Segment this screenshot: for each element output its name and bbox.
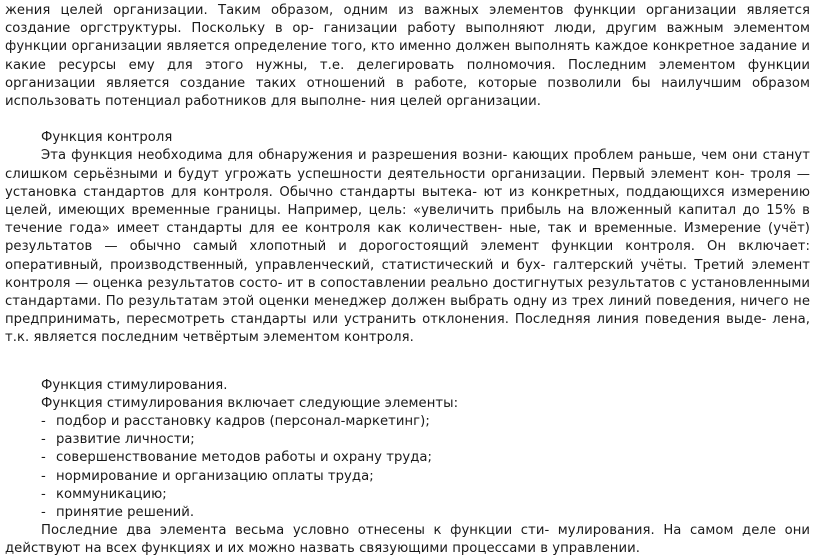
paragraph-control: Эта функция необходима для обнаружения и разрешения возни- кающих проблем раньше, чем они станут слишком серьёзными и будут угрожать успешности деятельности организации. Первый элемент кон- троля — установка стандартов для контроля. Обычно стандарты вытека- ют из конкретных, поддающихся измерению целей, имеющих временные границы. Например, цель: «увеличить прибыль на вложенный капитал до 15% в течение года» имеет стандарты для ее контроля как количествен- ные, так и временные. Измерение (учёт) результатов — обычно самый хлопотный и дорогостоящий элемент функции контроля. Он включает: оперативный, производственный, управленческий, статистический и бух- галтерский учёты. Третий элемент контроля — оценка результатов состо- ит в сопоставлении реально достигнутых результатов с установленными стандартами. По результатам этой оценки менеджер должен выбрать одну из трех линий поведения, ничего не предпринимать, пересмотреть стандарты или устранить отклонения. Последняя линия поведения выде- лена, т.к. является последним четвёртым элементом контроля. (5, 148, 810, 346)
list-item (5, 486, 810, 504)
list-item-text: подбор и расстановку кадров (персонал-маркетинг); (56, 414, 430, 430)
list-dash: - (41, 486, 46, 502)
list-item (5, 449, 810, 467)
list-item-text: принятие решений. (56, 505, 195, 521)
heading-control: Функция контроля (41, 130, 173, 146)
stimulation-elements-list (5, 413, 810, 522)
list-item (5, 431, 810, 449)
list-item-text: совершенствование методов работы и охрану труда; (56, 450, 433, 466)
list-dash: - (41, 414, 46, 430)
stimulation-intro: Функция стимулирования включает следующие элементы: (41, 395, 459, 411)
list-item (5, 504, 810, 522)
list-item (5, 413, 810, 431)
spacer (5, 348, 810, 377)
spacer (5, 111, 810, 129)
list-item-text: коммуникацию; (56, 486, 167, 502)
list-dash: - (41, 468, 46, 484)
list-item-text: развитие личности; (56, 432, 195, 448)
list-dash: - (41, 505, 46, 521)
paragraph-final: Последние два элемента весьма условно отнесены к функции сти- мулирования. На самом деле они действуют на всех функциях и их можно назвать связующими процессами в управлении. (5, 523, 810, 557)
paragraph-organization: жения целей организации. Таким образом, одним из важных элементов функции организации является создание оргструктуры. Поскольку в ор- ганизации работу выполняют люди, другим важным элементом функции организации является определение того, кто именно должен выполнять каждое конкретное задание и какие ресурсы ему для этого нужны, т.е. делегировать полномочия. Последним элементом функции организации является создание таких отношений в работе, которые позволили бы наилучшим образом использовать потенциал работников для выполне- ния целей организации. (5, 3, 810, 110)
list-dash: - (41, 450, 46, 466)
list-dash: - (41, 432, 46, 448)
list-item-text: нормирование и организацию оплаты труда; (56, 468, 374, 484)
list-item (5, 468, 810, 486)
heading-stimulation: Функция стимулирования. (41, 377, 228, 393)
